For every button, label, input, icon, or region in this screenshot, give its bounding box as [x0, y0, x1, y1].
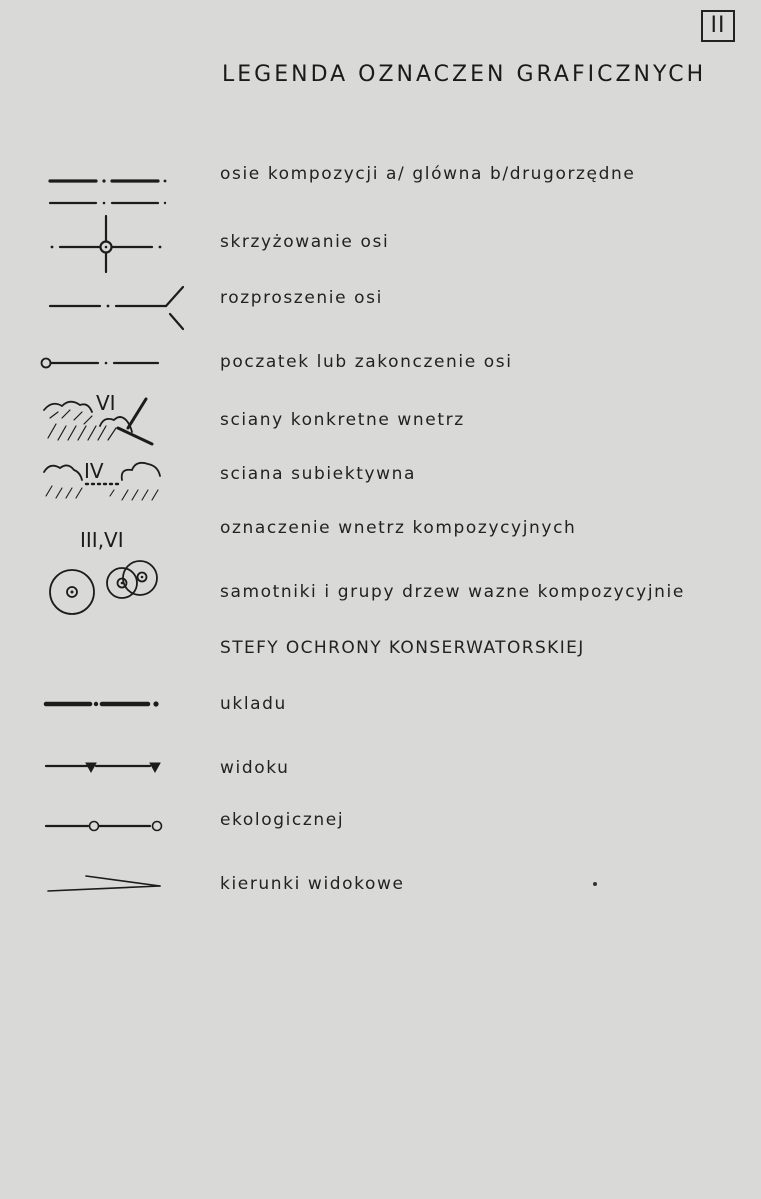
legend-label-axes: osie kompozycji a/ glówna b/drugorzędne	[220, 164, 636, 184]
legend-label-crossing: skrzyżowanie osi	[220, 232, 390, 252]
axis-dispersion-icon	[50, 287, 183, 329]
zone-label-view: widoku	[220, 758, 290, 778]
page-number: II	[701, 10, 735, 42]
legend-label-trees: samotniki i grupy drzew wazne kompozycyjnie	[220, 582, 685, 602]
concrete-walls-number: VI	[96, 391, 116, 415]
axis-start-icon	[42, 359, 159, 368]
subjective-wall-number: IV	[84, 459, 104, 483]
page-title: LEGENDA OZNACZEN GRAFICZNYCH	[222, 62, 707, 87]
legend-label-dispersion: rozproszenie osi	[220, 288, 383, 308]
zones-heading: STEFY OCHRONY KONSERWATORSKIEJ	[220, 638, 585, 658]
trees-icon	[50, 561, 157, 614]
legend-label-concrete-walls: sciany konkretne wnetrz	[220, 410, 465, 430]
zone-label-ecological: ekologicznej	[220, 810, 345, 830]
axis-crossing-icon	[51, 216, 162, 272]
interior-marking-text: III,VI	[80, 528, 124, 552]
axis-lines-icon	[50, 179, 166, 204]
zone-label-layout: ukladu	[220, 694, 287, 714]
view-zone-line-icon	[46, 763, 160, 772]
layout-zone-line-icon	[46, 701, 159, 706]
legend-label-start-end: poczatek lub zakonczenie osi	[220, 352, 513, 372]
ecological-zone-line-icon	[46, 822, 162, 831]
legend-label-interiors: oznaczenie wnetrz kompozycyjnych	[220, 518, 577, 538]
zone-label-view-directions: kierunki widokowe	[220, 874, 405, 894]
legend-label-subjective-wall: sciana subiektywna	[220, 464, 417, 484]
view-direction-icon	[48, 876, 160, 891]
scan-speck	[593, 882, 597, 886]
